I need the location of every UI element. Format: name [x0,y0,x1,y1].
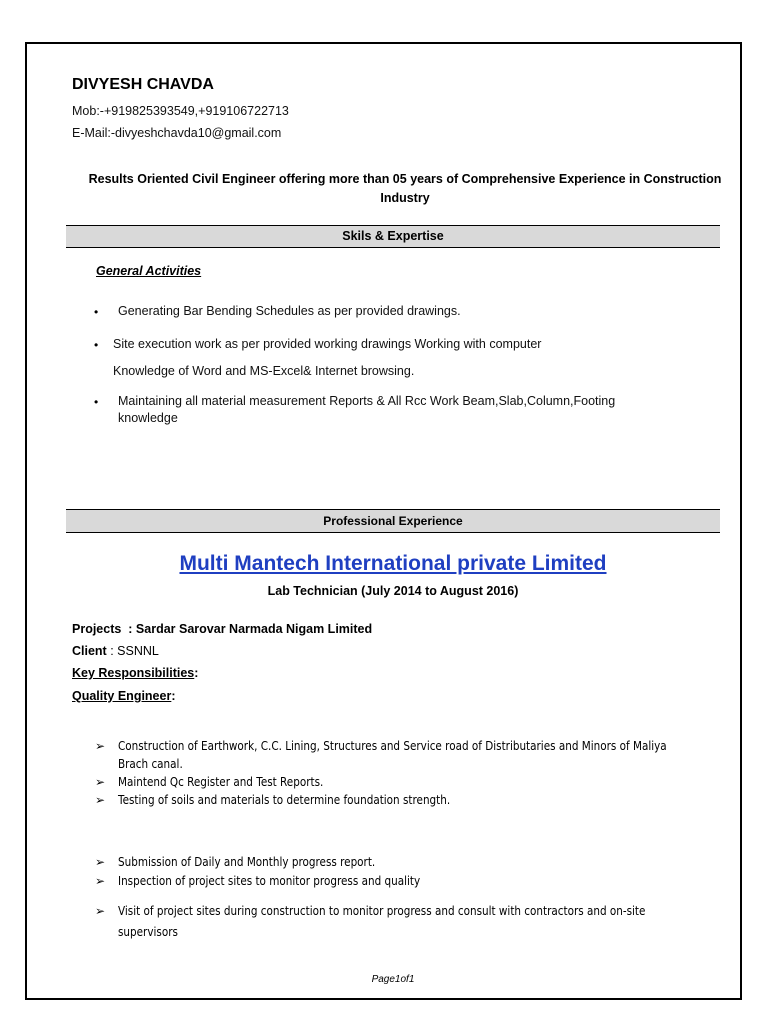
responsibility-item: Testing of soils and materials to determine foundation strength. [118,793,451,807]
arrow-bullet-icon: ➢ [95,855,106,869]
projects-line [72,622,372,636]
responsibility-item: Visit of project sites during construction to monitor progress and consult with contractors and on-site [118,904,646,918]
skill-item-continued: Knowledge of Word and MS-Excel& Internet browsing. [113,364,415,378]
responsibility-item: Inspection of project sites to monitor progress and quality [118,874,421,888]
bullet-icon: • [94,395,99,409]
arrow-bullet-icon: ➢ [95,904,106,918]
bullet-icon: • [94,305,99,319]
responsibility-item: Maintend Qc Register and Test Reports. [118,775,324,789]
responsibility-item: Submission of Daily and Monthly progress report. [118,855,376,869]
company-name: Multi Mantech International private Limited [179,552,607,575]
general-activities-heading: General Activities [96,264,202,278]
mobile-line: Mob:-+919825393549,+919106722713 [72,104,289,118]
arrow-bullet-icon: ➢ [95,775,106,789]
client-value: : SSNNL [110,644,159,658]
key-responsibilities-colon: : [194,666,199,680]
candidate-name: DIVYESH CHAVDA [72,76,214,93]
responsibility-item-continued: supervisors [118,925,178,939]
client-line [72,644,159,658]
arrow-bullet-icon: ➢ [95,793,106,807]
email-line: E-Mail:-divyeshchavda10@gmail.com [72,126,282,140]
key-responsibilities-label: Key Responsibilities [72,666,195,680]
skill-item: Maintaining all material measurement Reports & All Rcc Work Beam,Slab,Column,Footing [118,394,616,408]
quality-engineer-label: Quality Engineer [72,689,172,703]
client-label: Client [72,644,107,658]
skill-item: Generating Bar Bending Schedules as per provided drawings. [118,304,461,318]
summary-statement: Results Oriented Civil Engineer offering more than 05 years of Comprehensive Experience in Construction Industry [88,172,722,205]
skill-item: Site execution work as per provided working drawings Working with computer [113,337,542,351]
responsibility-item: Construction of Earthwork, C.C. Lining, Structures and Service road of Distributaries and Minors of Maliya [118,739,667,753]
section-experience: Professional Experience [66,509,720,533]
responsibility-item-continued: Brach canal. [118,757,183,771]
quality-engineer-colon: : [171,689,176,703]
skill-item-continued: knowledge [118,411,178,425]
arrow-bullet-icon: ➢ [95,874,106,888]
quality-engineer-line [72,689,176,703]
section-skills: Skils & Expertise [66,225,720,248]
job-role: Lab Technician (July 2014 to August 2016) [267,584,519,598]
bullet-icon: • [94,338,99,352]
key-responsibilities-line [72,666,198,680]
projects-label: Projects [72,622,122,636]
arrow-bullet-icon: ➢ [95,739,106,753]
page-number: Page1of1 [371,974,415,985]
projects-value: : Sardar Sarovar Narmada Nigam Limited [128,622,373,636]
